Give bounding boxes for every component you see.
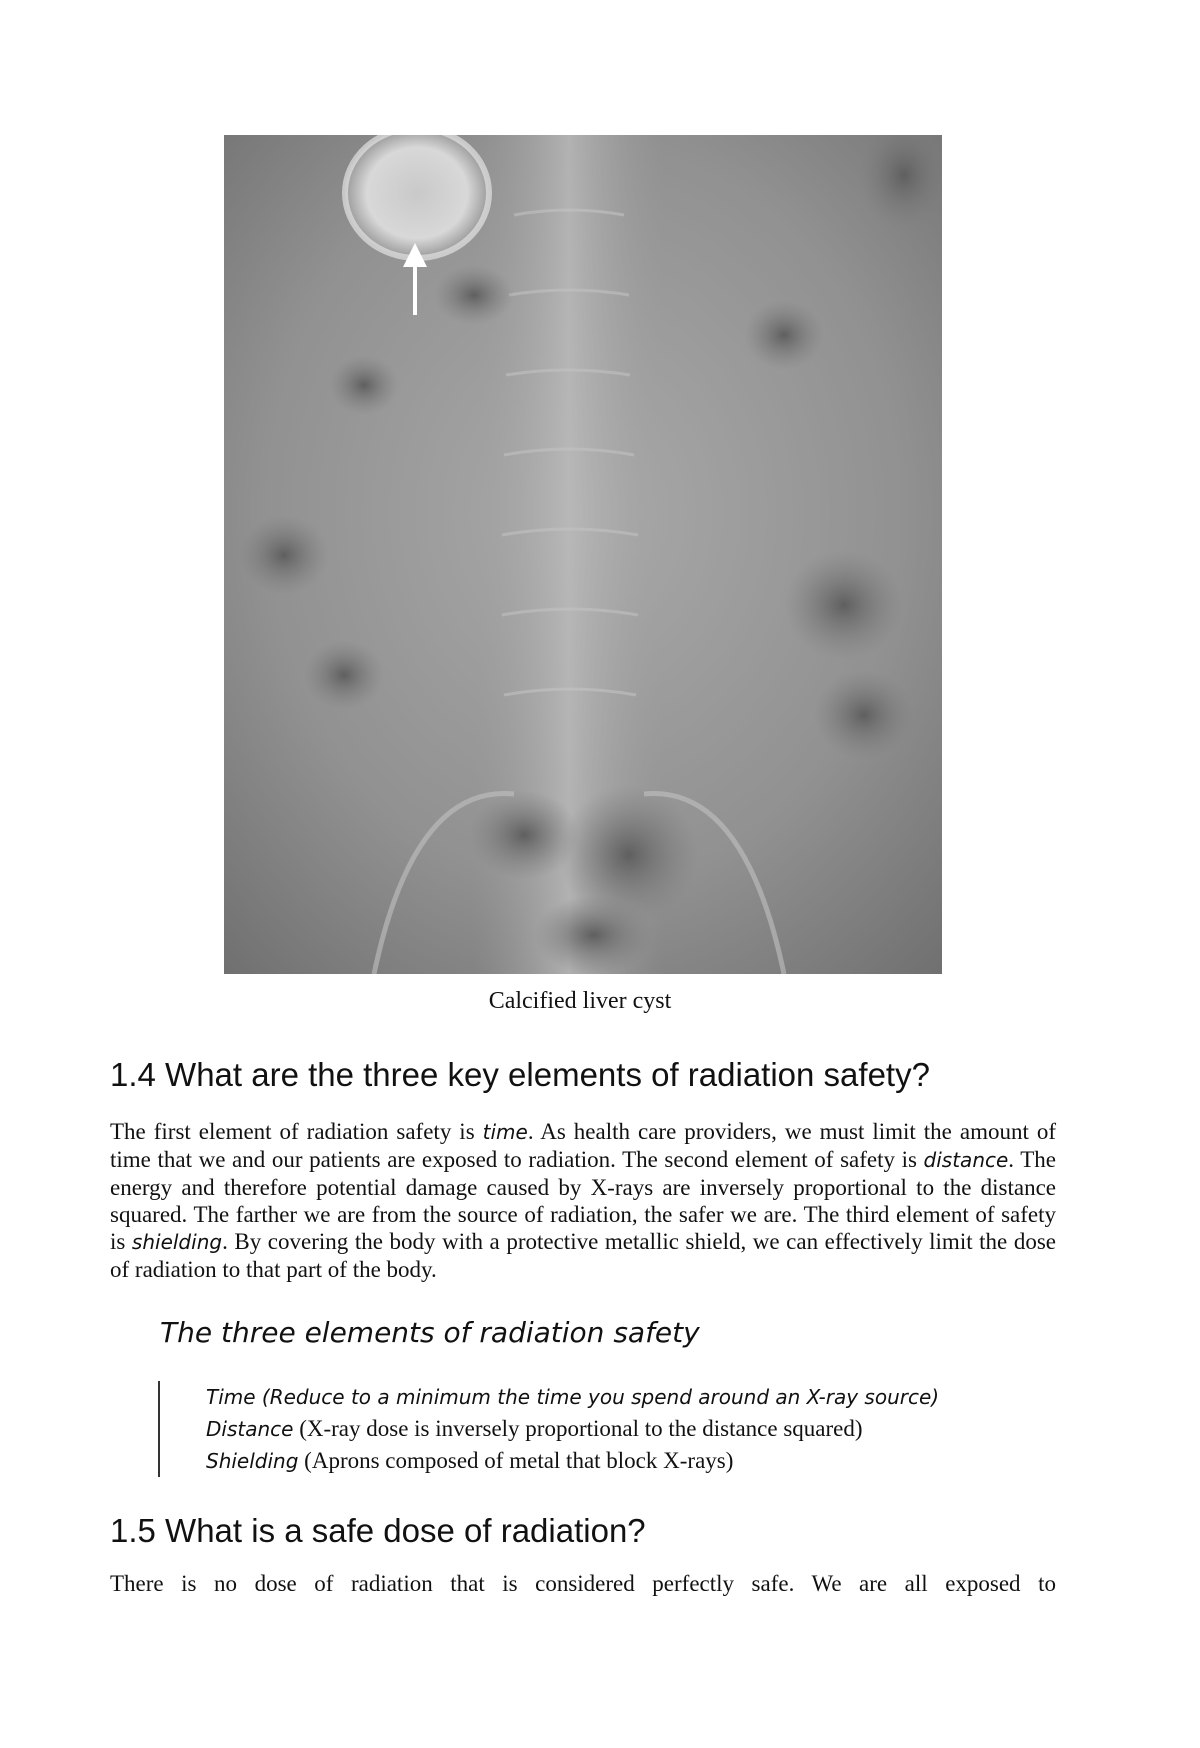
elements-box-title: The three elements of radiation safety — [160, 1316, 700, 1349]
paragraph-radiation-safety — [110, 1118, 1056, 1283]
elements-list — [158, 1381, 939, 1477]
element-term: Distance — [206, 1417, 294, 1441]
term-time: time — [482, 1120, 528, 1144]
paragraph-segment: . The energy and therefore potential damage caused by X-rays are inversely proportional to the distance squared. The farther we are from the source of radiation, the safer we are. The third element of safety is — [110, 1147, 1056, 1254]
paragraph-safe-dose: There is no dose of radiation that is considered perfectly safe. We are all exposed to — [110, 1571, 1056, 1596]
element-description: (Reduce to a minimum the time you spend around an X-ray source) — [255, 1385, 940, 1409]
xray-figure — [224, 135, 942, 974]
element-description: (X-ray dose is inversely proportional to the distance squared) — [293, 1416, 863, 1441]
paragraph-segment: . As health care providers, we must limit the amount of time that we and our patients are exposed to radiation. The second element of safety is — [110, 1119, 1056, 1172]
section-heading-1-4: 1.4 What are the three key elements of radiation safety? — [110, 1056, 930, 1093]
list-item — [206, 1381, 939, 1413]
element-term: Shielding — [206, 1449, 299, 1473]
abdominal-xray-image — [224, 135, 942, 974]
element-term: Time — [206, 1385, 256, 1409]
term-shielding: shielding — [131, 1230, 223, 1254]
element-description: (Aprons composed of metal that block X-rays) — [298, 1448, 734, 1473]
paragraph-segment: . By covering the body with a protective metallic shield, we can effectively limit the dose of radiation to that part of the body. — [110, 1229, 1057, 1282]
list-item — [206, 1445, 939, 1477]
term-distance: distance — [923, 1148, 1009, 1172]
figure-caption: Calcified liver cyst — [488, 988, 672, 1014]
list-item — [206, 1413, 939, 1445]
paragraph-segment: The first element of radiation safety is — [110, 1119, 483, 1144]
section-heading-1-5: 1.5 What is a safe dose of radiation? — [110, 1512, 646, 1549]
